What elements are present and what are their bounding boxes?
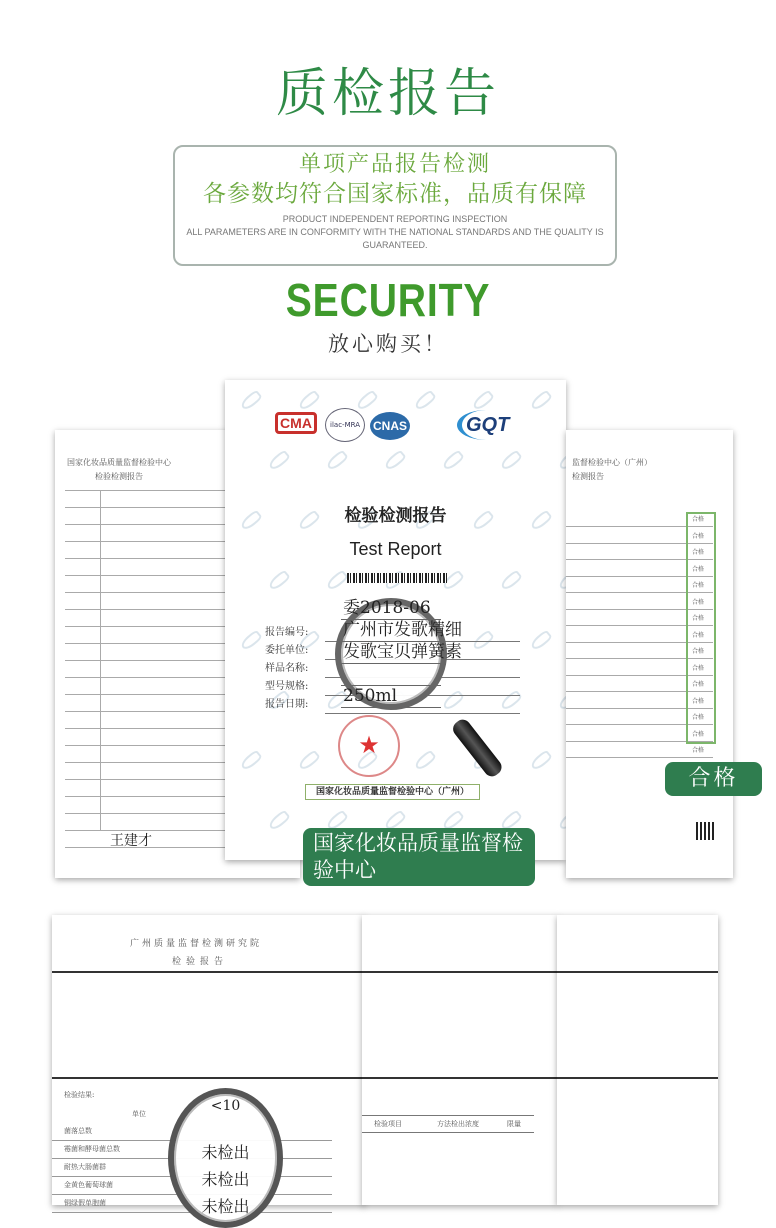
field-label: 样品名称: <box>265 663 309 674</box>
result-cell: 合格 <box>692 549 705 556</box>
left-report-title: 国家化妆品质量监督检验中心 <box>67 458 171 467</box>
pass-badge: 合格 <box>665 762 762 796</box>
subtitle: 放心购买！ <box>328 332 448 356</box>
result-cell: 合格 <box>692 697 705 705</box>
result-cell: 合格 <box>692 730 705 738</box>
unit-header: 单位 <box>132 1110 146 1118</box>
result-cell: 合格 <box>692 615 705 622</box>
watermark-icon <box>267 449 291 472</box>
bottom-report-right <box>557 915 718 1205</box>
field-label: 委托单位: <box>265 645 309 656</box>
report-title-en: Test Report <box>349 539 442 559</box>
watermark-icon <box>499 449 523 472</box>
watermark-icon <box>239 749 263 772</box>
lens-field-value: 委2018-06 <box>343 598 431 618</box>
test-item: 金黄色葡萄球菌 <box>64 1181 113 1189</box>
lens-field-value: 发歌宝贝弹簧素 <box>343 642 462 662</box>
cma-logo: CMA <box>275 412 317 434</box>
lens-field-value: 广州市发歌精细 <box>343 620 462 640</box>
official-seal: ★ <box>338 715 400 777</box>
test-item: 菌落总数 <box>64 1127 92 1135</box>
magnifier-icon <box>168 1088 283 1228</box>
claim-en-1: PRODUCT INDEPENDENT REPORTING INSPECTION <box>282 214 508 224</box>
watermark-icon <box>355 389 379 412</box>
claim-line-2: 各参数均符合国家标准，品质有保障 <box>203 181 587 207</box>
result-cell: 合格 <box>692 714 705 721</box>
table-header: 方法检出浓度 <box>437 1120 479 1128</box>
watermark-icon <box>413 389 437 412</box>
watermark-icon <box>529 629 553 652</box>
report-title-cn: 检验检测报告 <box>344 506 447 526</box>
right-report <box>566 430 733 878</box>
watermark-icon <box>297 749 321 772</box>
table-header: 限量 <box>507 1120 521 1128</box>
result-cell: 合格 <box>692 681 705 688</box>
gqt-logo: GQT <box>457 410 515 440</box>
result-cell: 合格 <box>692 582 705 589</box>
watermark-icon <box>239 629 263 652</box>
lens-field-value: 250ml <box>343 686 398 706</box>
result-cell: 合格 <box>692 648 705 655</box>
barcode <box>347 573 447 583</box>
watermark-icon <box>413 749 437 772</box>
result-cell: 合格 <box>692 747 705 754</box>
left-report-subtitle: 检验检测报告 <box>95 472 143 481</box>
watermark-icon <box>499 569 523 592</box>
watermark-icon <box>383 449 407 472</box>
right-report-title: 监督检验中心（广州） <box>572 458 652 467</box>
results-section-label: 检验结果: <box>64 1091 95 1099</box>
field-label: 报告编号: <box>265 627 309 638</box>
watermark-icon <box>471 389 495 412</box>
signature: 王建才 <box>110 833 152 849</box>
stamp-label: 国家化妆品质量监督检验中心（广州） <box>305 784 480 800</box>
page-title: 质检报告 <box>275 64 500 124</box>
lens-value: 未检出 <box>201 1143 250 1162</box>
security-heading: SECURITY <box>285 274 491 326</box>
bottom-report-middle <box>362 915 558 1205</box>
lens-value: 未检出 <box>201 1170 250 1189</box>
result-highlight <box>686 512 716 744</box>
result-cell: 合格 <box>692 631 705 639</box>
lens-value: <10 <box>210 1098 241 1114</box>
result-cell: 合格 <box>692 565 705 573</box>
table-header: 检验项目 <box>374 1120 402 1128</box>
bottom-report-title: 检验报告 <box>172 957 229 967</box>
watermark-icon <box>325 569 349 592</box>
watermark-icon <box>267 569 291 592</box>
result-cell: 合格 <box>692 664 705 672</box>
test-item: 耐热大肠菌群 <box>64 1163 106 1171</box>
test-item: 铜绿假单胞菌 <box>64 1199 106 1207</box>
result-cell: 合格 <box>692 598 705 606</box>
watermark-icon <box>239 389 263 412</box>
qr-code <box>696 822 714 840</box>
watermark-icon <box>441 449 465 472</box>
cnas-logo: CNAS <box>370 412 410 440</box>
lens-value: 未检出 <box>201 1197 250 1216</box>
claim-line-1: 单项产品报告检测 <box>298 152 491 177</box>
watermark-icon <box>529 749 553 772</box>
claim-box <box>173 145 617 266</box>
watermark-icon <box>267 809 291 832</box>
test-item: 霉菌和酵母菌总数 <box>64 1145 120 1153</box>
magnifier-icon <box>335 598 462 710</box>
result-cell: 合格 <box>692 516 705 523</box>
ilac-logo: ilac-MRA <box>325 408 365 442</box>
watermark-icon <box>325 449 349 472</box>
watermark-icon <box>441 689 465 712</box>
result-cell: 合格 <box>692 532 705 540</box>
claim-en-2: ALL PARAMETERS ARE IN CONFORMITY WITH THE NATIONAL STANDARDS AND THE QUALITY IS GUARANTEED. <box>186 227 604 250</box>
watermark-icon <box>297 389 321 412</box>
field-label: 报告日期: <box>265 699 309 710</box>
field-label: 型号规格: <box>265 681 309 692</box>
watermark-icon <box>499 689 523 712</box>
center-badge: 国家化妆品质量监督检验中心 <box>303 828 535 886</box>
right-report-subtitle: 检测报告 <box>572 472 604 481</box>
institute-name: 广州质量监督检测研究院 <box>130 939 263 949</box>
watermark-icon <box>529 389 553 412</box>
